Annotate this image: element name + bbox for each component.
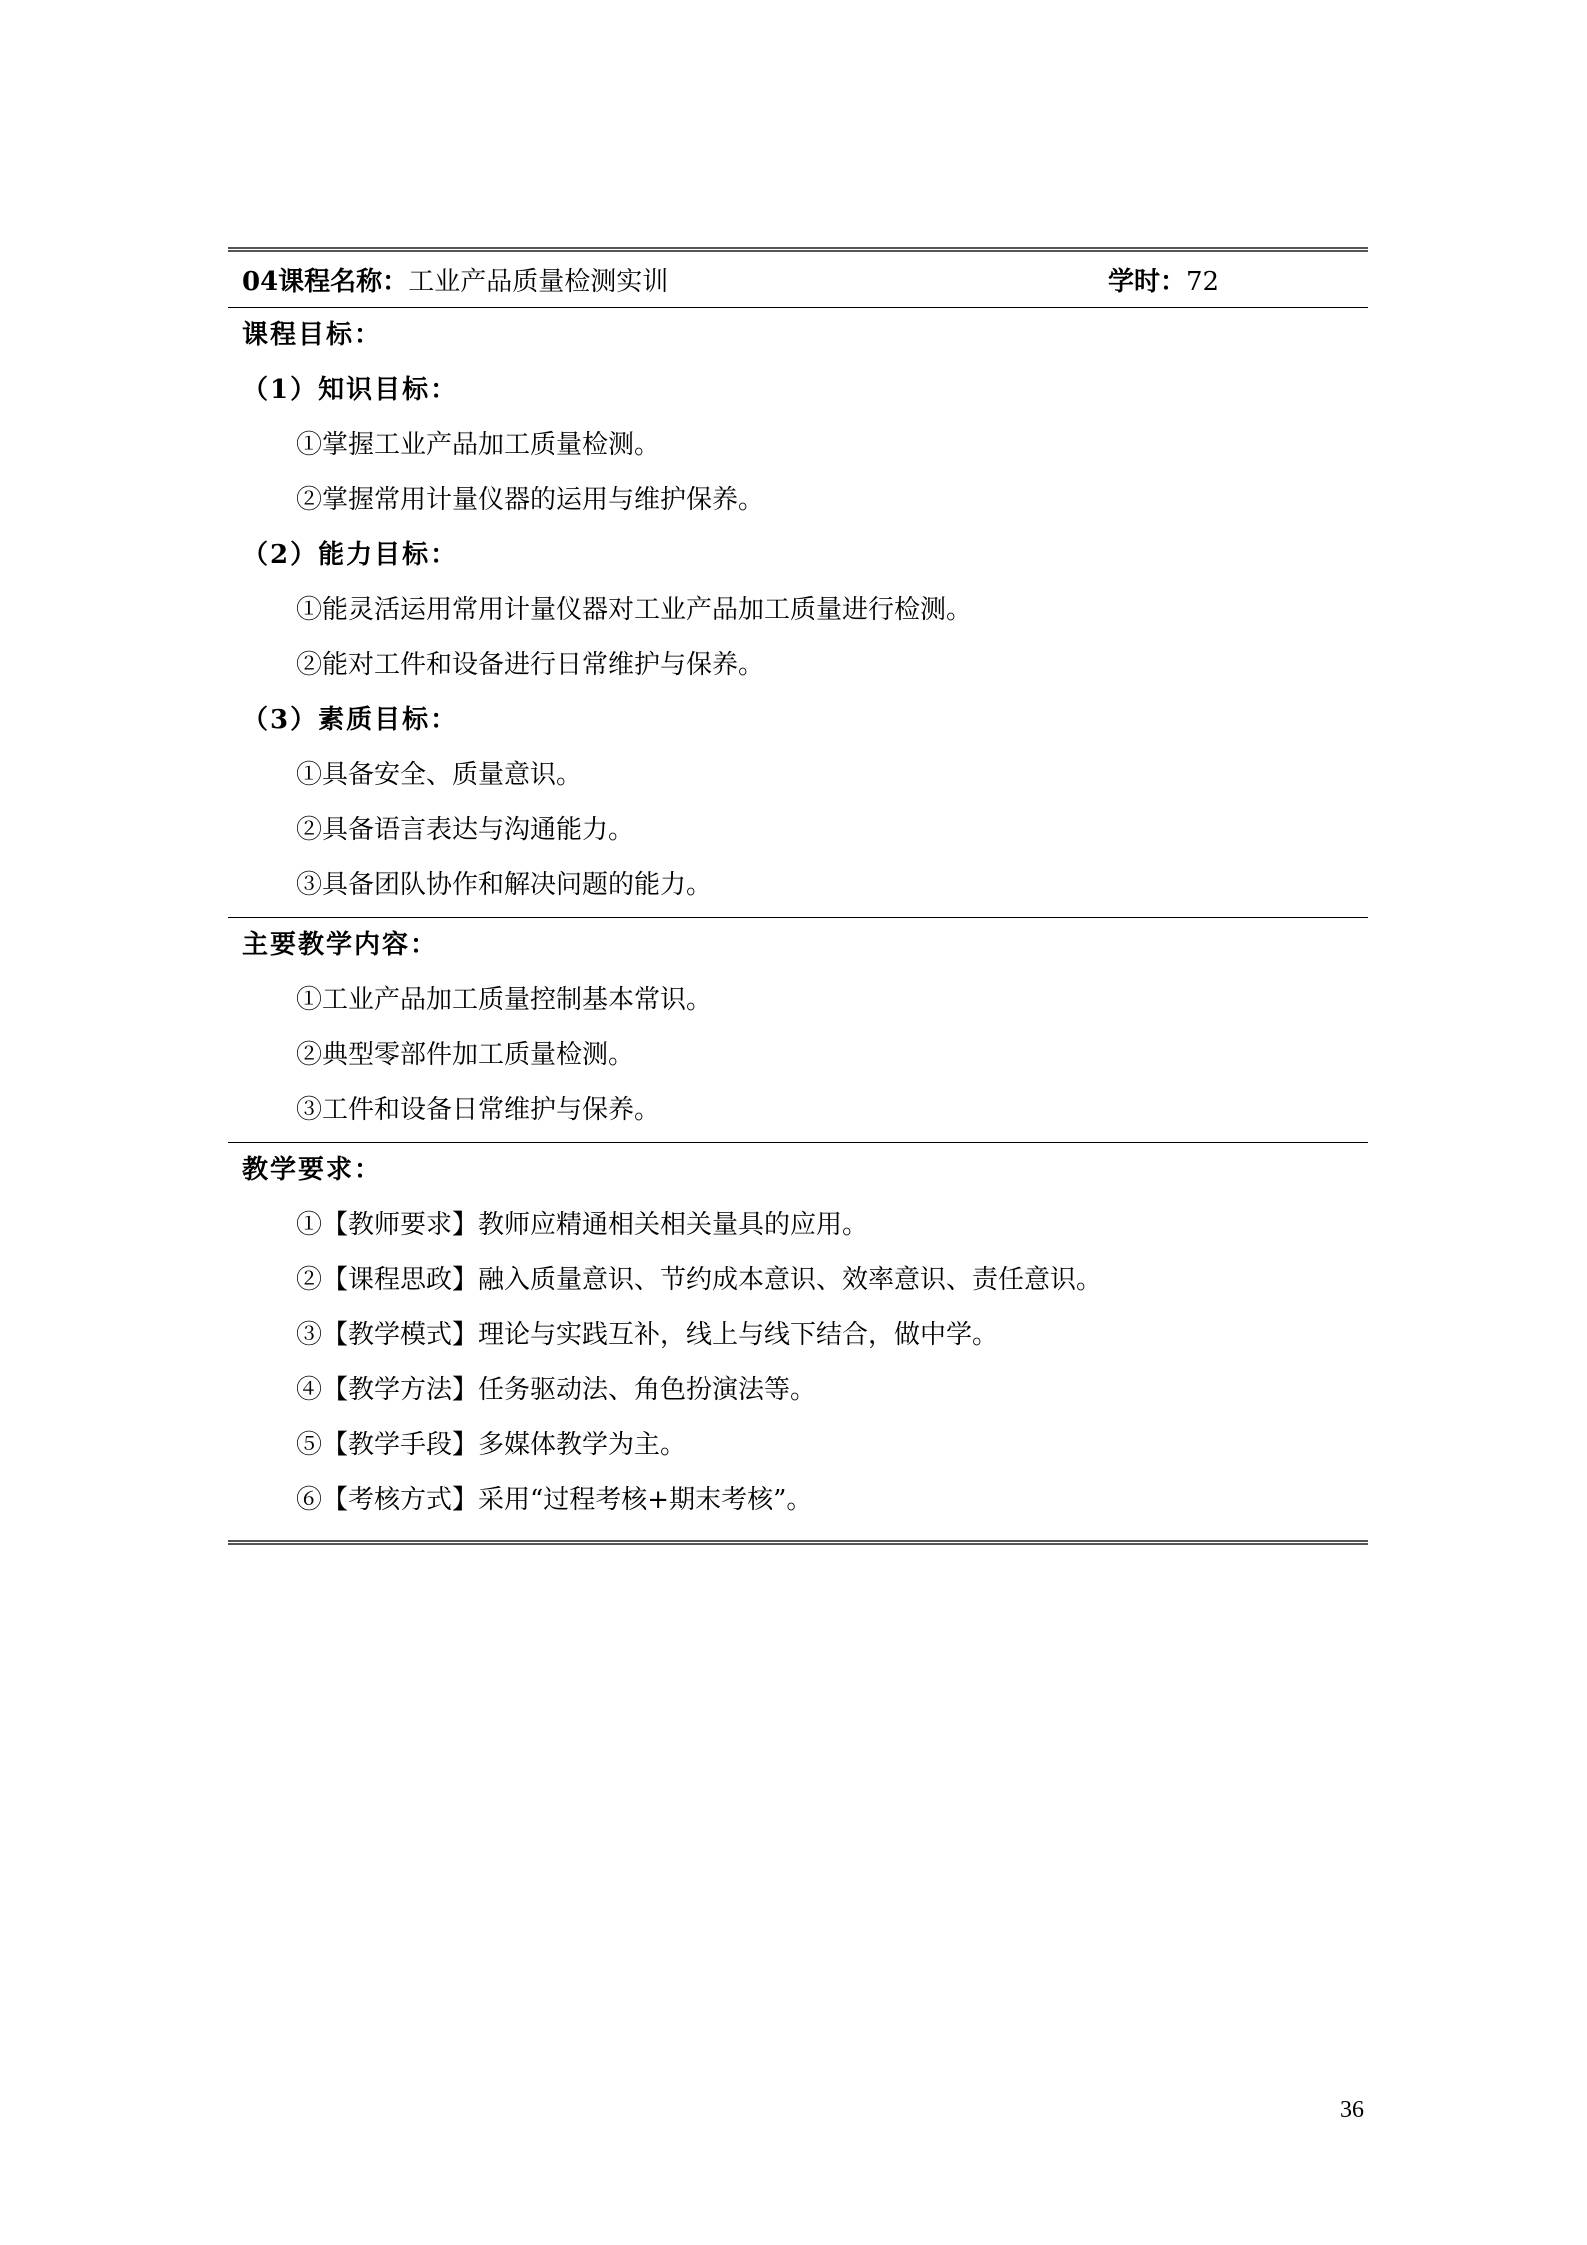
quality-objectives-title: （3）素质目标： bbox=[242, 705, 459, 735]
list-item: ③工件和设备日常维护与保养。 bbox=[296, 1095, 661, 1125]
course-name-label: 04课程名称： bbox=[242, 267, 409, 297]
course-hours bbox=[1108, 261, 1219, 298]
list-item: ②【课程思政】融入质量意识、节约成本意识、效率意识、责任意识。 bbox=[296, 1265, 1103, 1295]
course-name-value: 工业产品质量检测实训 bbox=[408, 267, 669, 297]
list-item: ①工业产品加工质量控制基本常识。 bbox=[296, 985, 713, 1015]
list-item: ⑤【教学手段】多媒体教学为主。 bbox=[296, 1430, 687, 1460]
list-item: ②典型零部件加工质量检测。 bbox=[296, 1040, 635, 1070]
list-item: ①具备安全、质量意识。 bbox=[296, 760, 583, 790]
list-item: ①掌握工业产品加工质量检测。 bbox=[296, 430, 661, 460]
list-item: ②能对工件和设备进行日常维护与保养。 bbox=[296, 650, 765, 680]
course-hours-value: 72 bbox=[1186, 267, 1220, 297]
list-item: ③【教学模式】理论与实践互补，线上与线下结合，做中学。 bbox=[296, 1320, 999, 1350]
objectives-section bbox=[228, 308, 1368, 918]
course-hours-label: 学时： bbox=[1108, 267, 1187, 297]
ability-objectives-title: （2）能力目标： bbox=[242, 540, 459, 570]
list-item: ③具备团队协作和解决问题的能力。 bbox=[296, 870, 713, 900]
content-section bbox=[228, 918, 1368, 1143]
course-name bbox=[242, 261, 668, 298]
list-item: ②具备语言表达与沟通能力。 bbox=[296, 815, 635, 845]
requirements-section bbox=[228, 1143, 1368, 1540]
list-item: ①【教师要求】教师应精通相关相关量具的应用。 bbox=[296, 1210, 869, 1240]
list-item: ②掌握常用计量仪器的运用与维护保养。 bbox=[296, 485, 765, 515]
list-item: ①能灵活运用常用计量仪器对工业产品加工质量进行检测。 bbox=[296, 595, 973, 625]
knowledge-objectives-title: （1）知识目标： bbox=[242, 375, 459, 405]
course-table bbox=[228, 247, 1368, 1545]
page-number: 36 bbox=[1340, 2097, 1364, 2123]
objectives-title: 课程目标： bbox=[242, 320, 383, 350]
list-item: ④【教学方法】任务驱动法、角色扮演法等。 bbox=[296, 1375, 817, 1405]
content-title: 主要教学内容： bbox=[242, 930, 439, 960]
list-item: ⑥【考核方式】采用“过程考核+期末考核”。 bbox=[296, 1485, 813, 1515]
requirements-title: 教学要求： bbox=[242, 1155, 383, 1185]
course-header-row bbox=[228, 252, 1368, 308]
